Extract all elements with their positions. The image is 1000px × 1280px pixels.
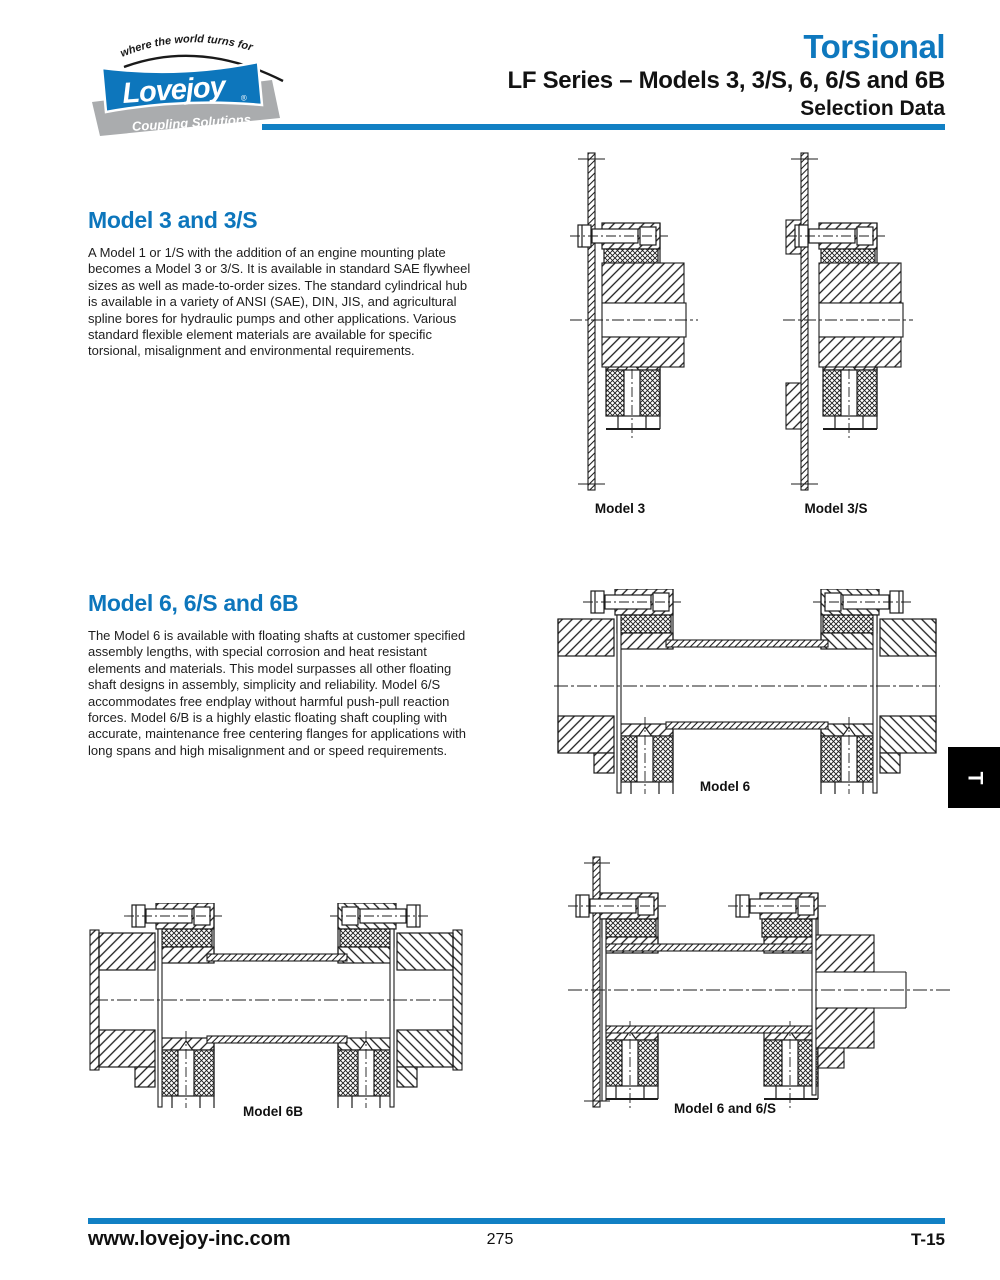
figure-label-model-3s: Model 3/S bbox=[804, 501, 868, 516]
footer-rule bbox=[88, 1218, 945, 1224]
section-index-tab bbox=[948, 747, 1000, 808]
lovejoy-logo bbox=[80, 25, 285, 140]
section-body-model-3: A Model 1 or 1/S with the addition of an engine mounting plate becomes a Model 3 or 3/S. It is available in standard SAE flywheel sizes as well as made-to-order sizes. The standard cylindrical hub is available in a variety of ANSI (SAE), DIN, JIS, and agricultural spline bores for hydraulic pumps and other applications. Various standard flexible element materials are available for specific torsional, misalignment and environmental requirements. bbox=[88, 245, 471, 359]
model-3s-drawing bbox=[765, 145, 915, 505]
figure-label-model-6: Model 6 bbox=[699, 779, 751, 794]
logo-wordmark: Lovejoy bbox=[121, 70, 226, 110]
footer-page-number: 275 bbox=[486, 1231, 514, 1248]
model-6-drawing bbox=[548, 589, 946, 794]
header-rule bbox=[262, 124, 945, 130]
header-title-block bbox=[507, 30, 945, 120]
logo-registered-mark: ® bbox=[240, 93, 248, 103]
model-3-drawing bbox=[550, 145, 700, 505]
model-6-6s-drawing bbox=[560, 845, 960, 1123]
section-heading-model-6: Model 6, 6/S and 6B bbox=[88, 590, 299, 616]
figure-label-model-3: Model 3 bbox=[594, 501, 646, 516]
series-subtitle: LF Series – Models 3, 3/S, 6, 6/S and 6B bbox=[507, 66, 945, 94]
section-index-tab-label: T bbox=[962, 771, 986, 784]
footer-website: www.lovejoy-inc.com bbox=[88, 1228, 291, 1250]
figure-label-model-6-6s: Model 6 and 6/S bbox=[673, 1101, 777, 1116]
logo-tagline: where the world turns for bbox=[118, 33, 254, 60]
logo-subtext: Coupling Solutions bbox=[131, 111, 252, 134]
section-body-model-6: The Model 6 is available with floating shafts at customer specified assembly lengths, with special corrosion and heat resistant elements and materials. This model surpasses all other floating shaft designs in assembly, simplicity and reliability. Model 6/S accommodates free endplay without harmful push-pull reaction forces. Model 6/B is a highly elastic floating shaft coupling with accurate, maintenance free centering flanges for applications with long spans and high misalignment and or speed requirements. bbox=[88, 628, 466, 758]
figure-label-model-6b: Model 6B bbox=[242, 1104, 303, 1119]
page-type-subtitle: Selection Data bbox=[800, 97, 945, 121]
model-6b-drawing bbox=[88, 903, 464, 1108]
page-title: Torsional bbox=[803, 28, 945, 65]
footer-page-code: T-15 bbox=[910, 1230, 945, 1249]
section-heading-model-3: Model 3 and 3/S bbox=[88, 207, 258, 233]
